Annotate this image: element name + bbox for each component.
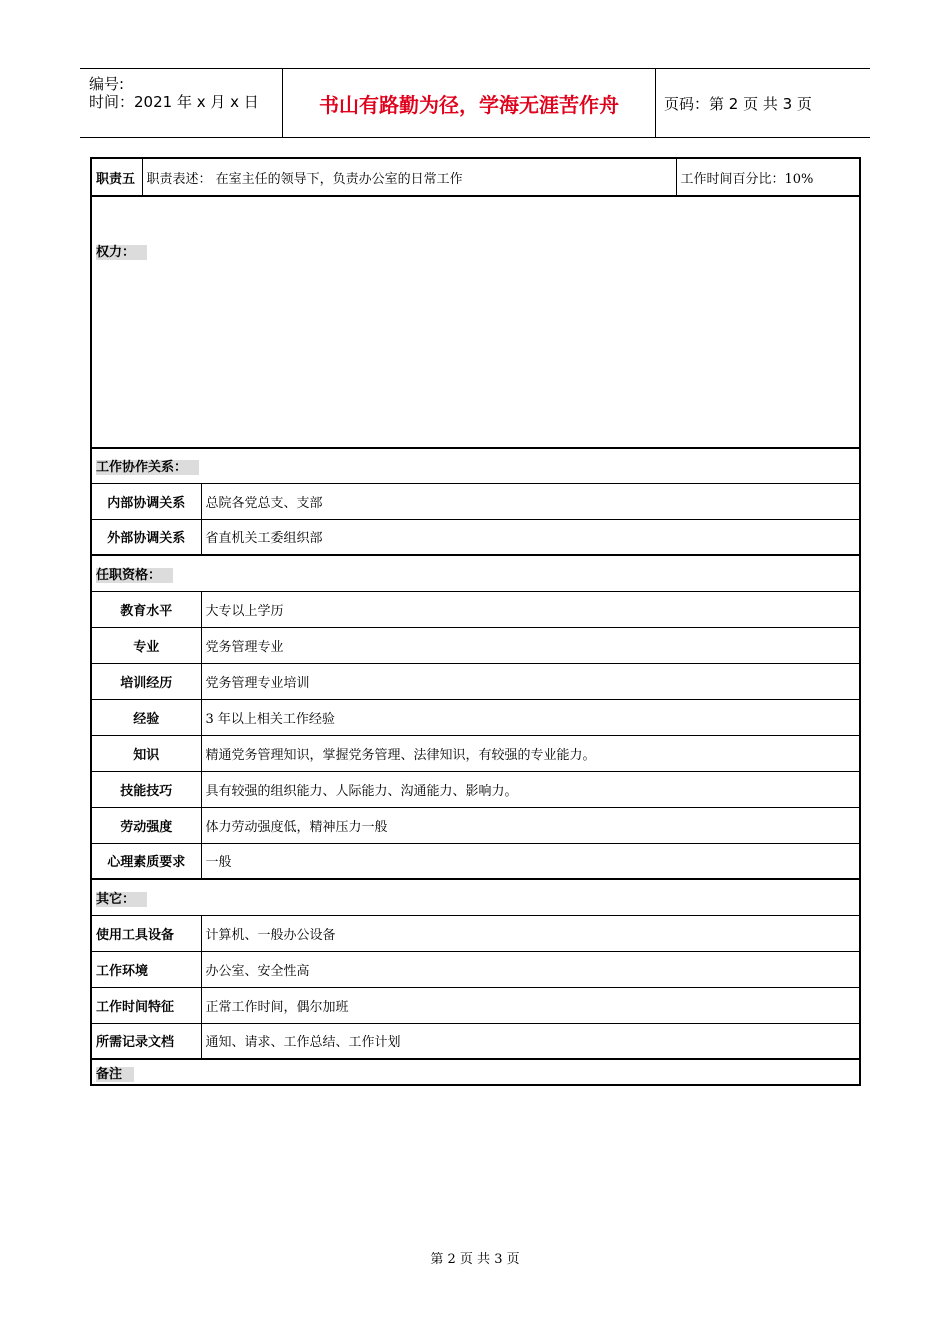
table-row (91, 699, 860, 735)
table-row (91, 663, 860, 699)
row-value: 具有较强的组织能力、人际能力、沟通能力、影响力。 (201, 771, 860, 807)
row-label: 工作环境 (91, 951, 201, 987)
table-row (91, 1023, 860, 1059)
row-value: 体力劳动强度低，精神压力一般 (201, 807, 860, 843)
table-row (91, 591, 860, 627)
date-label: 时间：2021 年 x 月 x 日 (89, 93, 259, 111)
duty-label: 职责五 (91, 158, 142, 196)
row-value: 通知、请求、工作总结、工作计划 (201, 1023, 860, 1059)
row-value: 办公室、安全性高 (201, 951, 860, 987)
duty-row (91, 158, 860, 196)
row-value: 省直机关工委组织部 (201, 519, 860, 555)
row-label: 专业 (91, 627, 201, 663)
row-value: 党务管理专业培训 (201, 663, 860, 699)
row-label: 内部协调关系 (91, 483, 201, 519)
page-header (80, 68, 870, 138)
row-value: 大专以上学历 (201, 591, 860, 627)
row-label: 教育水平 (91, 591, 201, 627)
collaboration-title: 工作协作关系： (96, 460, 199, 475)
job-description-table (90, 157, 861, 1086)
table-row (91, 915, 860, 951)
table-row (91, 735, 860, 771)
remarks-row (91, 1059, 860, 1085)
other-title: 其它： (96, 892, 147, 907)
row-value: 一般 (201, 843, 860, 879)
row-label: 外部协调关系 (91, 519, 201, 555)
page-footer: 第 2 页 共 3 页 (430, 1252, 520, 1267)
row-label: 使用工具设备 (91, 915, 201, 951)
row-value: 正常工作时间，偶尔加班 (201, 987, 860, 1023)
row-label: 心理素质要求 (91, 843, 201, 879)
table-row (91, 843, 860, 879)
table-row (91, 987, 860, 1023)
header-page-info: 页码：第 2 页 共 3 页 (664, 95, 812, 113)
table-row (91, 519, 860, 555)
table-row (91, 483, 860, 519)
remarks-label: 备注 (96, 1067, 134, 1082)
row-value: 精通党务管理知识，掌握党务管理、法律知识，有较强的专业能力。 (201, 735, 860, 771)
table-row (91, 951, 860, 987)
header-meta (80, 69, 282, 137)
row-value: 3 年以上相关工作经验 (201, 699, 860, 735)
row-label: 技能技巧 (91, 771, 201, 807)
qualification-title: 任职资格： (96, 568, 173, 583)
row-label: 所需记录文档 (91, 1023, 201, 1059)
other-title-row (91, 879, 860, 915)
row-value: 计算机、一般办公设备 (201, 915, 860, 951)
authority-label: 权力： (96, 245, 147, 260)
row-label: 经验 (91, 699, 201, 735)
table-row (91, 807, 860, 843)
row-value: 党务管理专业 (201, 627, 860, 663)
row-value: 总院各党总支、支部 (201, 483, 860, 519)
row-label: 劳动强度 (91, 807, 201, 843)
duty-description: 职责表述： 在室主任的领导下，负责办公室的日常工作 (142, 158, 676, 196)
code-label: 编号: (89, 75, 125, 93)
row-label: 工作时间特征 (91, 987, 201, 1023)
header-motto: 书山有路勤为径，学海无涯苦作舟 (282, 69, 656, 137)
qualification-title-row (91, 555, 860, 591)
duty-time-percent: 工作时间百分比：10% (676, 158, 860, 196)
collaboration-title-row (91, 448, 860, 483)
row-label: 培训经历 (91, 663, 201, 699)
row-label: 知识 (91, 735, 201, 771)
table-row (91, 771, 860, 807)
authority-row (91, 196, 860, 448)
table-row (91, 627, 860, 663)
